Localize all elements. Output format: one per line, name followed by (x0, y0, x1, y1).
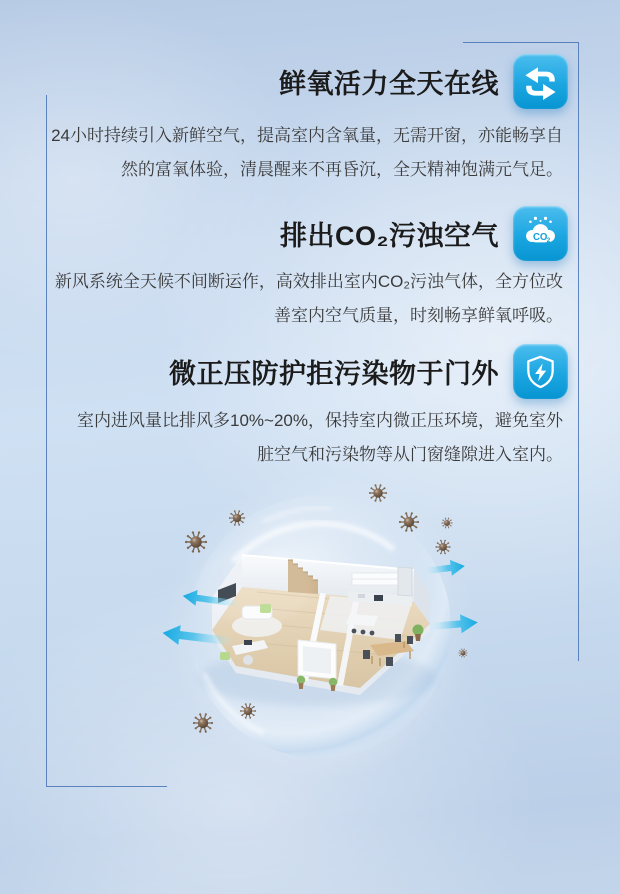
body-line: 新风系统全天候不间断运作，高效排出室内CO₂污浊气体，全方位改 (54, 272, 563, 291)
protection-illustration (0, 470, 620, 894)
section-2-body (20, 265, 563, 333)
plant (413, 625, 424, 636)
co2-cloud-icon (513, 206, 568, 261)
section-3-body (20, 404, 563, 472)
shield-lightning-glyph (517, 348, 564, 395)
section-2-title-row (0, 206, 620, 261)
body-line: 然的富氧体验，清晨醒来不再昏沉，全天精神饱满元气足。 (121, 160, 563, 179)
stove (374, 595, 383, 601)
body-line: 善室内空气质量，时刻畅享鲜氧呼吸。 (274, 306, 563, 325)
exchange-arrows-glyph (517, 58, 564, 105)
fridge (398, 567, 412, 596)
body-line: 24小时持续引入新鲜空气，提高室内含氧量，无需开窗，亦能畅享自 (51, 126, 563, 145)
section-2-title: 排出CO₂污浊空气 (280, 221, 499, 251)
svg-text:CO: CO (532, 231, 548, 243)
section-3-title: 微正压防护拒污染物于门外 (169, 359, 499, 389)
potted-plant (297, 676, 305, 684)
body-line: 脏空气和污染物等从门窗缝隙进入室内。 (257, 445, 563, 464)
svg-text:2: 2 (546, 236, 551, 244)
potted-plant (329, 678, 337, 686)
exchange-arrows-icon (513, 54, 568, 109)
section-1-body (20, 119, 563, 187)
body-line: 室内进风量比排风多10%~20%，保持室内微正压环境，避免室外 (77, 411, 563, 430)
section-1-title: 鲜氧活力全天在线 (279, 69, 499, 99)
section-3-title-row (0, 344, 620, 399)
section-1-title-row (0, 54, 620, 109)
island (346, 614, 378, 626)
co2-cloud-glyph (517, 210, 564, 257)
shield-lightning-icon (513, 344, 568, 399)
